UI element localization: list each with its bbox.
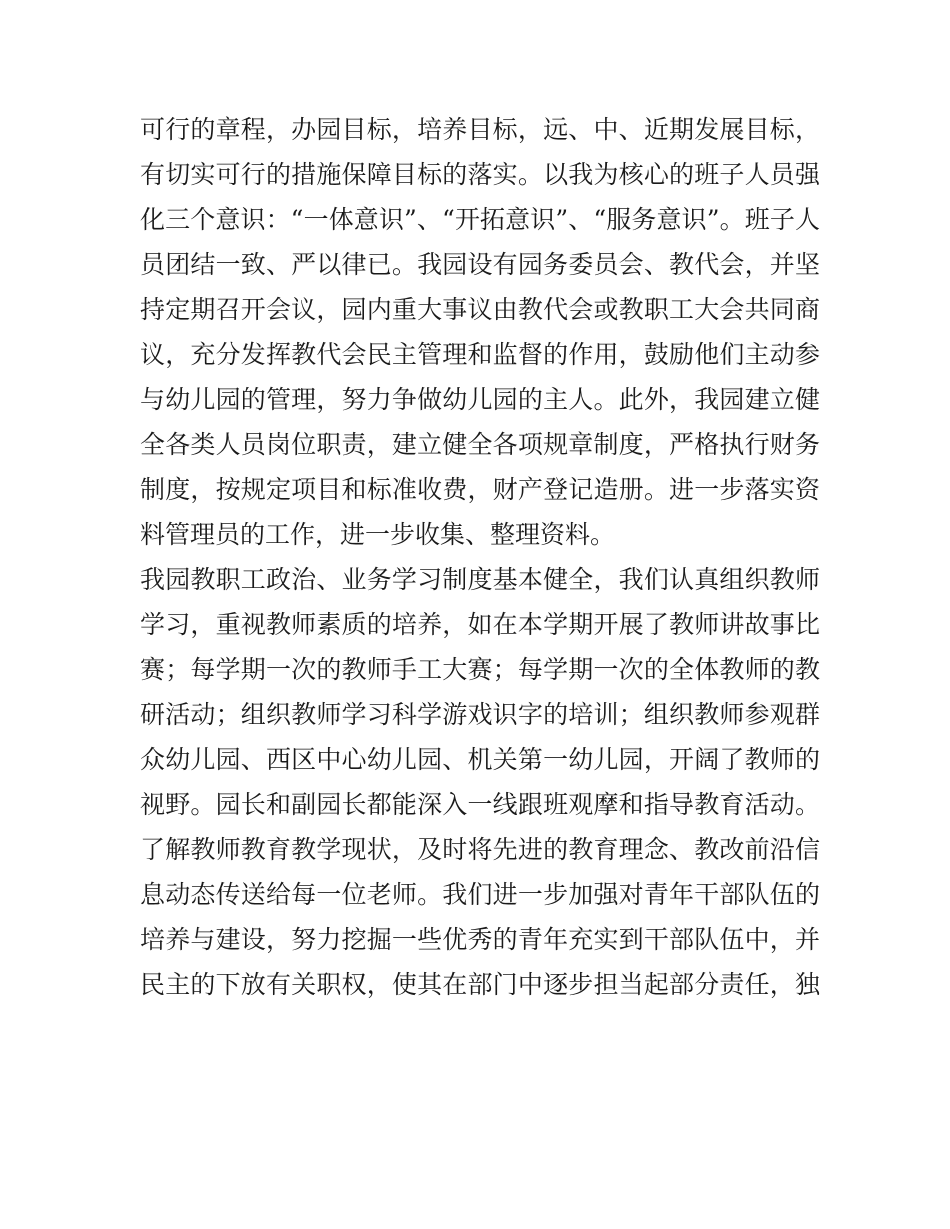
text-line: 视野。园长和副园长都能深入一线跟班观摩和指导教育活动。	[140, 790, 820, 819]
text-line: 议，充分发挥教代会民主管理和监督的作用，鼓励他们主动参	[140, 340, 820, 369]
text-line: 与幼儿园的管理，努力争做幼儿园的主人。此外，我园建立健	[140, 385, 820, 414]
text-line: 制度，按规定项目和标准收费，财产登记造册。进一步落实资	[140, 475, 820, 504]
text-line: 了解教师教育教学现状，及时将先进的教育理念、教改前沿信	[140, 835, 820, 864]
text-line: 众幼儿园、西区中心幼儿园、机关第一幼儿园，开阔了教师的	[140, 745, 820, 774]
text-line: 员团结一致、严以律已。我园设有园务委员会、教代会，并坚	[140, 250, 820, 279]
text-line: 培养与建设，努力挖掘一些优秀的青年充实到干部队伍中，并	[140, 925, 820, 954]
text-line: 料管理员的工作，进一步收集、整理资料。	[140, 520, 616, 549]
text-line: 持定期召开会议，园内重大事议由教代会或教职工大会共同商	[140, 295, 820, 324]
body-text	[140, 107, 820, 1007]
text-line: 研活动；组织教师学习科学游戏识字的培训；组织教师参观群	[140, 700, 820, 729]
text-line: 赛；每学期一次的教师手工大赛；每学期一次的全体教师的教	[140, 655, 820, 684]
text-line: 有切实可行的措施保障目标的落实。以我为核心的班子人员强	[140, 160, 820, 189]
text-line: 我园教职工政治、业务学习制度基本健全，我们认真组织教师	[140, 565, 820, 594]
text-line: 全各类人员岗位职责，建立健全各项规章制度，严格执行财务	[140, 430, 820, 459]
text-line: 可行的章程，办园目标，培养目标，远、中、近期发展目标，	[140, 115, 820, 144]
text-line: 息动态传送给每一位老师。我们进一步加强对青年干部队伍的	[140, 880, 820, 909]
text-line: 民主的下放有关职权，使其在部门中逐步担当起部分责任，独	[140, 970, 820, 999]
text-line: 化三个意识：“一体意识”、“开拓意识”、“服务意识”。班子人	[140, 205, 820, 234]
text-line: 学习，重视教师素质的培养，如在本学期开展了教师讲故事比	[140, 610, 820, 639]
